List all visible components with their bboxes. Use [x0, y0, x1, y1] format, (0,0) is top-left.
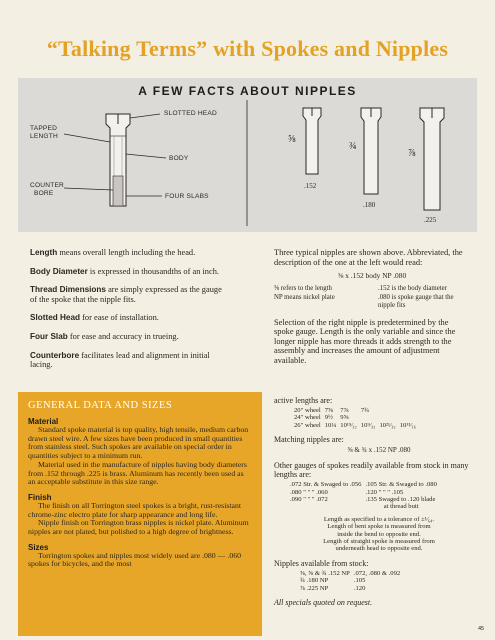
other-gauges-text: Other gauges of spokes readily available from stock in many lengths are:	[274, 461, 469, 480]
section-title-sizes: Sizes	[28, 542, 49, 552]
general-data-panel	[18, 392, 262, 636]
label-bore: BORE	[34, 190, 54, 197]
note-line: Length as specified to a tolerance of ±¹⁄₆₄.	[323, 515, 435, 523]
sizes-column	[274, 396, 484, 607]
nipple-diameter: .225	[424, 216, 437, 224]
nipple-diagram-panel	[18, 78, 477, 232]
nipple-fraction: ⅝	[288, 134, 296, 145]
definition-item: Four Slab for ease and accuracy in trueing.	[30, 331, 179, 341]
definition-item: Slotted Head for ease of installation.	[30, 313, 159, 323]
page-title: “Talking Terms” with Spokes and Nipples	[46, 36, 449, 61]
gauges-table	[288, 481, 439, 511]
table-row: 26″ wheel 10¼ 10¹⁹⁄₃₂ 10⁹⁄₃₂ 10²¹⁄₃₂ 10¹³⁄₁₆	[294, 421, 416, 429]
note-line: inside the bend to opposite end.	[337, 530, 421, 538]
counter-bore-shape	[113, 176, 123, 206]
nipple-fraction: ¾	[349, 141, 357, 152]
nipples-table	[298, 570, 402, 592]
section-paragraph: Material used in the manufacture of nipples having body diameters from .152 through .225 is brass. Aluminum has recently been used as an acceptable substitute in this size range.	[28, 459, 247, 487]
note-line: Length of straight spoke is measured from	[323, 538, 435, 546]
nipple-3-4-outline	[361, 108, 381, 194]
label-tapped: TAPPED	[30, 125, 58, 132]
nipples-available-label: Nipples available from stock:	[274, 558, 369, 568]
section-paragraph: The finish on all Torrington steel spokes is a bright, rust-resistant chrome-zinc electro plate for sharp appearance and long life.	[28, 500, 242, 519]
leader-tapped-length	[64, 134, 110, 142]
intro-text: Three typical nipples are shown above. Abbreviated, the description of the one at the left would read:	[274, 248, 463, 267]
selection-text: Selection of the right nipple is predetermined by the spoke gauge. Length is the only variable and since the longer nipple has more threads it adds strength to the assembly and increases the amount of adjustment available.	[274, 317, 456, 365]
definition-item: Thread Dimensions are simply expressed as the gauge of the spoke that the nipple fits.	[30, 285, 222, 304]
example-description: ⅝ x .152 body NP .080	[337, 271, 407, 281]
nipple-7-8-outline	[420, 108, 444, 210]
matching-label: Matching nipples are:	[274, 435, 344, 445]
lengths-table	[292, 407, 418, 429]
active-lengths-label: active lengths are:	[274, 396, 333, 405]
note-line: Length of bent spoke is measured from	[327, 523, 431, 531]
table-row: at thread butt	[383, 503, 419, 511]
label-counter: COUNTER	[30, 182, 65, 189]
section-paragraph: Nipple finish on Torrington brass nipples is nickel plate. Aluminum nipples are not plated, but polished to a high degree of brightness.	[28, 518, 249, 537]
nipple-fraction: ⅞	[408, 148, 416, 159]
table-row: ⅝, ⅝ & ¾ .152 NP .072, .080 & .092	[300, 569, 401, 577]
note-line: underneath head to opposite end.	[335, 545, 423, 553]
tolerance-notes	[274, 516, 484, 553]
leader-counter-bore	[64, 188, 113, 190]
typical-nipples	[303, 108, 444, 210]
table-row: ⅞ .225 NP .120	[300, 584, 366, 592]
table-row: 20″ wheel 7⅝ 7⅞ 7¾	[294, 407, 370, 414]
definition-item: Counterbore facilitates lead and alignment in initial lacing.	[30, 350, 210, 370]
table-row: .072 Str. & Swaged to .056 .105 Str. & Swaged to .080	[290, 481, 437, 489]
labeled-nipple-drawing	[106, 114, 130, 206]
label-slotted-head: SLOTTED HEAD	[164, 110, 217, 117]
section-title-finish: Finish	[28, 492, 52, 502]
table-row: .090 " " " .072 .135 Swaged to .120 blade	[290, 496, 436, 504]
label-length: LENGTH	[30, 133, 58, 140]
nipple-diameter: .152	[304, 182, 317, 190]
table-row: ¾ .180 NP .105	[300, 577, 366, 585]
definition-item: Body Diameter is expressed in thousandths of an inch.	[30, 266, 219, 276]
nipple-description-column	[274, 248, 470, 366]
nipple-diameter: .180	[363, 201, 376, 209]
definitions-list	[30, 248, 230, 379]
definition-item: Length means overall length including the head.	[30, 248, 196, 257]
specials-note: All specials quoted on request.	[274, 598, 373, 608]
page-number: 45	[478, 626, 485, 632]
matching-value: ⅝ & ¾ x .152 NP .080	[347, 446, 411, 455]
section-paragraph: Torrington spokes and nipples most widely used are .080 — .060 spokes for bicycles, and the most	[28, 550, 242, 569]
section-paragraph: Standard spoke material is top quality, high tensile, medium carbon drawn steel wire. A few sizes have been produced in small quantities from stainless steel. Such spokes are available on special order in quantities subject to a minimum run.	[28, 425, 249, 461]
label-four-slabs: FOUR SLABS	[165, 193, 209, 200]
legend-row: ⅝ refers to the length .152 is the body diameter	[274, 284, 447, 292]
label-body: BODY	[169, 155, 189, 162]
table-row: .080 " " " .060 .120 " " " .105	[290, 488, 404, 496]
leader-slotted-head	[130, 114, 160, 118]
legend-row: NP means nickel plate .080 is spoke gauge that the nipple fits	[274, 294, 454, 309]
facts-heading: A FEW FACTS ABOUT NIPPLES	[138, 84, 357, 98]
nipple-5-8-outline	[303, 108, 321, 174]
general-heading: GENERAL DATA AND SIZES	[28, 400, 173, 411]
table-row: 24″ wheel 9½ 9⅝	[294, 414, 349, 422]
section-title-material: Material	[28, 417, 59, 426]
leader-body	[126, 154, 166, 158]
